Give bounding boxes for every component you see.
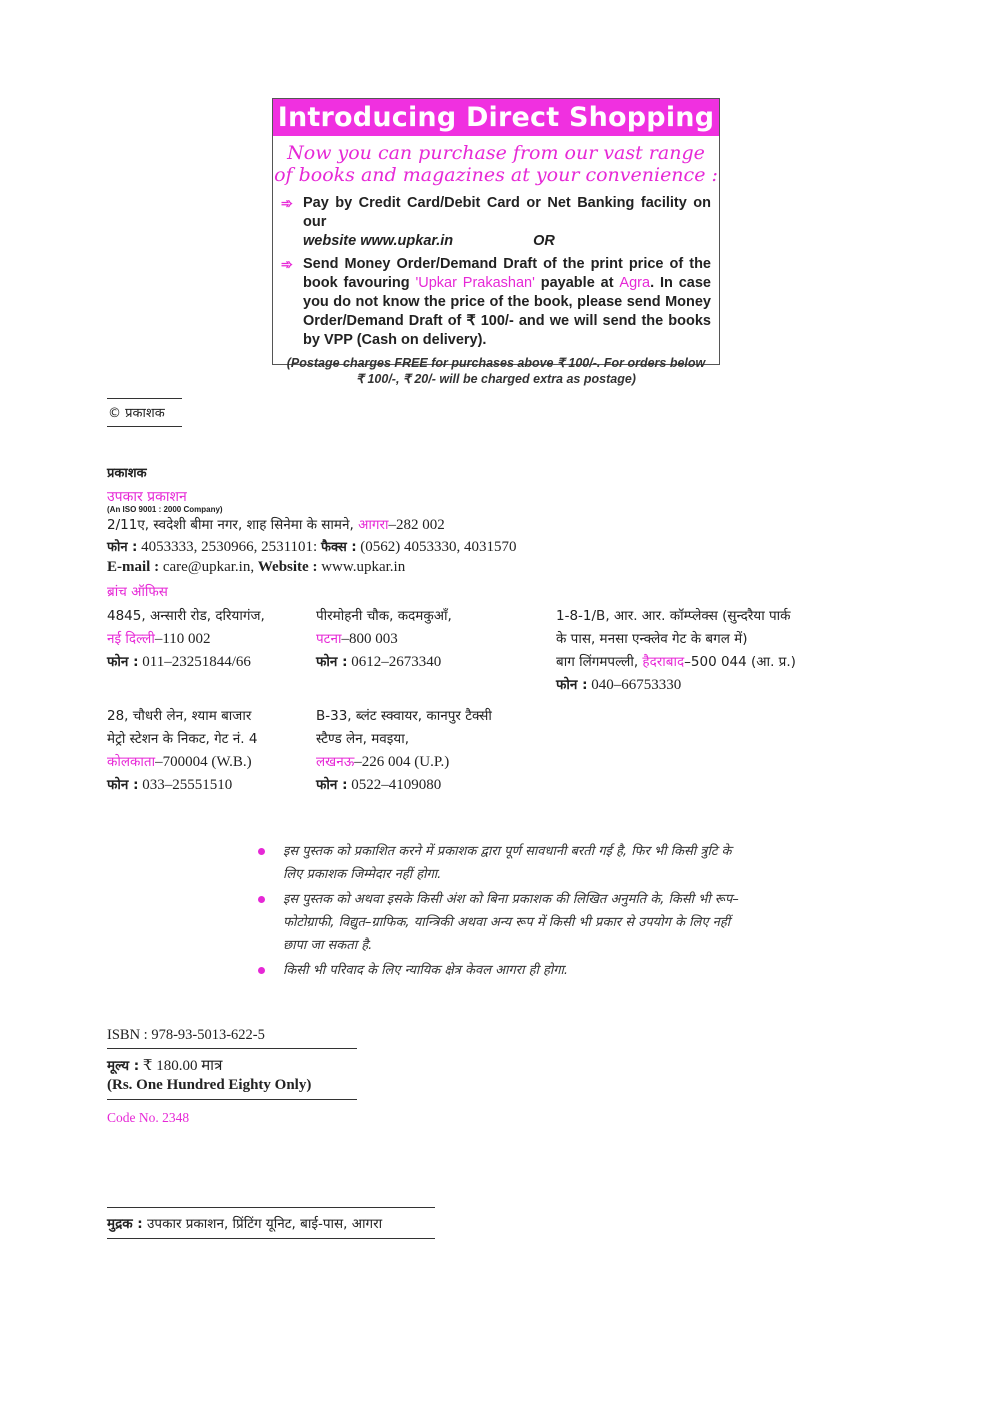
ad-item-card-payment: [273, 194, 719, 251]
branch-phone: 0612–2673340: [347, 654, 442, 670]
publisher-heading: प्रकाशक: [107, 466, 147, 481]
branch-address: B-33, ब्लंट स्क्वायर, कानपुर टैक्सी: [316, 708, 492, 724]
divider: [107, 426, 182, 427]
branch-city: पटना: [316, 631, 342, 647]
website-label: Website :: [257, 559, 318, 575]
printer-value: उपकार प्रकाशन, प्रिंटिंग यूनिट, बाई-पास, आगरा: [142, 1216, 383, 1232]
publisher-contact: [107, 537, 517, 556]
branch-city: लखनऊ: [316, 754, 355, 770]
divider: [107, 1048, 357, 1049]
isbn: ISBN : 978-93-5013-622-5: [107, 1027, 265, 1043]
ad-item2-city: Agra: [619, 275, 651, 291]
ad-or-label: OR: [533, 233, 555, 249]
phone-label: फोन :: [556, 677, 588, 693]
ad-item2-text-a: Send Money Order/Demand Draft of the print price of the book favouring: [303, 256, 711, 291]
branch-kolkata: [107, 705, 257, 797]
ad-note-line1: (Postage charges FREE for purchases above ₹ 100/-. For orders below: [286, 356, 706, 370]
branch-phone: 033–25551510: [138, 777, 233, 793]
branch-hyderabad: [556, 605, 796, 697]
email-link[interactable]: care@upkar.in,: [159, 559, 258, 575]
ad-item2-publisher: 'Upkar Prakashan': [415, 275, 535, 291]
price: [107, 1055, 222, 1075]
divider: [107, 398, 182, 399]
branch-address-line2: मेट्रो स्टेशन के निकट, गेट नं. 4: [107, 731, 258, 747]
branch-address-line2: के पास, मनसा एन्क्लेव गेट के बगल में): [556, 631, 748, 647]
phone-numbers: 4053333, 2530966, 2531101:: [137, 539, 321, 555]
branch-address: 4845, अन्सारी रोड, दरियागंज,: [107, 608, 265, 624]
publisher-name: उपकार प्रकाशन: [107, 489, 187, 505]
ad-item1-line1: Pay by Credit Card/Debit Card or Net Banking facility on our: [303, 195, 711, 230]
disclaimer-text: किसी भी परिवाद के लिए न्यायिक क्षेत्र केवल आगरा ही होगा.: [283, 963, 569, 978]
price-label: मूल्य :: [107, 1058, 140, 1074]
printer-label: मुद्रक :: [107, 1216, 143, 1232]
phone-label: फोन :: [107, 777, 139, 793]
ad-subtitle-line1: Now you can purchase from our vast range: [287, 142, 705, 164]
phone-label: फोन :: [316, 654, 348, 670]
phone-label: फोन :: [107, 654, 139, 670]
branch-city: हैदराबाद: [642, 654, 685, 670]
branch-delhi: [107, 605, 265, 674]
arrow-right-icon: ➾: [281, 195, 293, 211]
iso-label: (An ISO 9001 : 2000 Company): [107, 505, 223, 514]
branch-locality: बाग लिंगमपल्ली,: [556, 654, 643, 670]
address-text: 2/11ए, स्वदेशी बीमा नगर, शाह सिनेमा के सामने,: [107, 517, 359, 533]
ad-note-line2: ₹ 100/-, ₹ 20/- will be charged extra as postage): [356, 372, 636, 386]
ad-postage-note: [273, 355, 719, 387]
ad-item2-text-b: payable at: [534, 275, 620, 291]
list-item: [255, 840, 755, 886]
phone-label: फोन :: [316, 777, 348, 793]
copyright-text: © प्रकाशक: [108, 406, 165, 421]
branch-pin: –800 003: [341, 631, 398, 647]
publisher-online: [107, 559, 405, 576]
bullet-dot-icon: [258, 896, 265, 903]
email-label: E-mail :: [107, 559, 160, 575]
ad-item2-text-c: . In case you do not know the price of the book, please send Money Order/Demand Draft of ₹ 100/- and we will send the books by VPP (Cash on delivery).: [303, 275, 711, 348]
branch-phone: 040–66753330: [587, 677, 682, 693]
branch-phone: 011–23251844/66: [138, 654, 251, 670]
arrow-right-icon: ➾: [281, 256, 293, 272]
ad-item-money-order: [273, 255, 719, 350]
bullet-dot-icon: [258, 967, 265, 974]
code-number: Code No. 2348: [107, 1110, 190, 1125]
branch-lucknow: [316, 705, 492, 797]
disclaimer-text: इस पुस्तक को प्रकाशित करने में प्रकाशक द्वारा पूर्ण सावधानी बरती गई है, फिर भी किसी त्रुटि के लिए प्रकाशक जिम्मेदार नहीं होगा.: [283, 844, 732, 882]
divider: [107, 1099, 357, 1100]
ad-title: Introducing Direct Shopping: [273, 99, 719, 136]
bullet-dot-icon: [258, 848, 265, 855]
branch-address-line2: स्टैण्ड लेन, मवइया,: [316, 731, 410, 747]
branch-pin: –226 004 (U.P.): [354, 754, 450, 770]
branch-address: 28, चौधरी लेन, श्याम बाजार: [107, 708, 252, 724]
branch-phone: 0522–4109080: [347, 777, 442, 793]
disclaimer-text: इस पुस्तक को अथवा इसके किसी अंश को बिना प्रकाशक की लिखित अनुमति के, किसी भी रूप–फोटोग्राफी, विद्युत–ग्राफिक, यान्त्रिकी अथवा अन्य रूप में किसी भी प्रकार से उपयोग के लिए नहीं छापा जा सकता है.: [283, 892, 739, 953]
address-city: आगरा: [358, 517, 389, 533]
ad-subtitle: [273, 142, 719, 186]
ad-website-link[interactable]: website www.upkar.in: [303, 233, 454, 249]
branch-patna: [316, 605, 452, 674]
branch-pin: –700004 (W.B.): [155, 754, 252, 770]
branch-pin: –110 002: [154, 631, 211, 647]
branch-city: कोलकाता: [107, 754, 156, 770]
fax-label: फैक्स :: [320, 540, 357, 555]
branch-city: नई दिल्ली: [107, 631, 155, 647]
website-link[interactable]: www.upkar.in: [317, 559, 406, 575]
divider: [107, 1207, 435, 1208]
list-item: [255, 888, 755, 957]
branch-address: पीरमोहनी चौक, कदमकुआँ,: [316, 608, 452, 624]
direct-shopping-box: [272, 98, 720, 386]
ad-subtitle-line2: of books and magazines at your convenience :: [274, 164, 718, 186]
publisher-address: [107, 515, 445, 534]
fax-numbers: (0562) 4053330, 4031570: [356, 539, 517, 555]
printer: [107, 1214, 382, 1232]
branch-pin: –500 044 (आ. प्र.): [684, 654, 796, 670]
phone-label: फोन :: [107, 540, 138, 555]
address-pin: –282 002: [388, 517, 445, 533]
divider: [107, 1238, 435, 1239]
list-item: [255, 959, 755, 982]
disclaimer-list: [255, 840, 755, 984]
branch-address: 1-8-1/B, आर. आर. कॉम्प्लेक्स (सुन्दरैया पार्क: [556, 608, 791, 624]
price-in-words: (Rs. One Hundred Eighty Only): [107, 1077, 312, 1093]
branch-heading: ब्रांच ऑफिस: [107, 584, 168, 600]
price-value: ₹ 180.00 मात्र: [139, 1058, 223, 1074]
